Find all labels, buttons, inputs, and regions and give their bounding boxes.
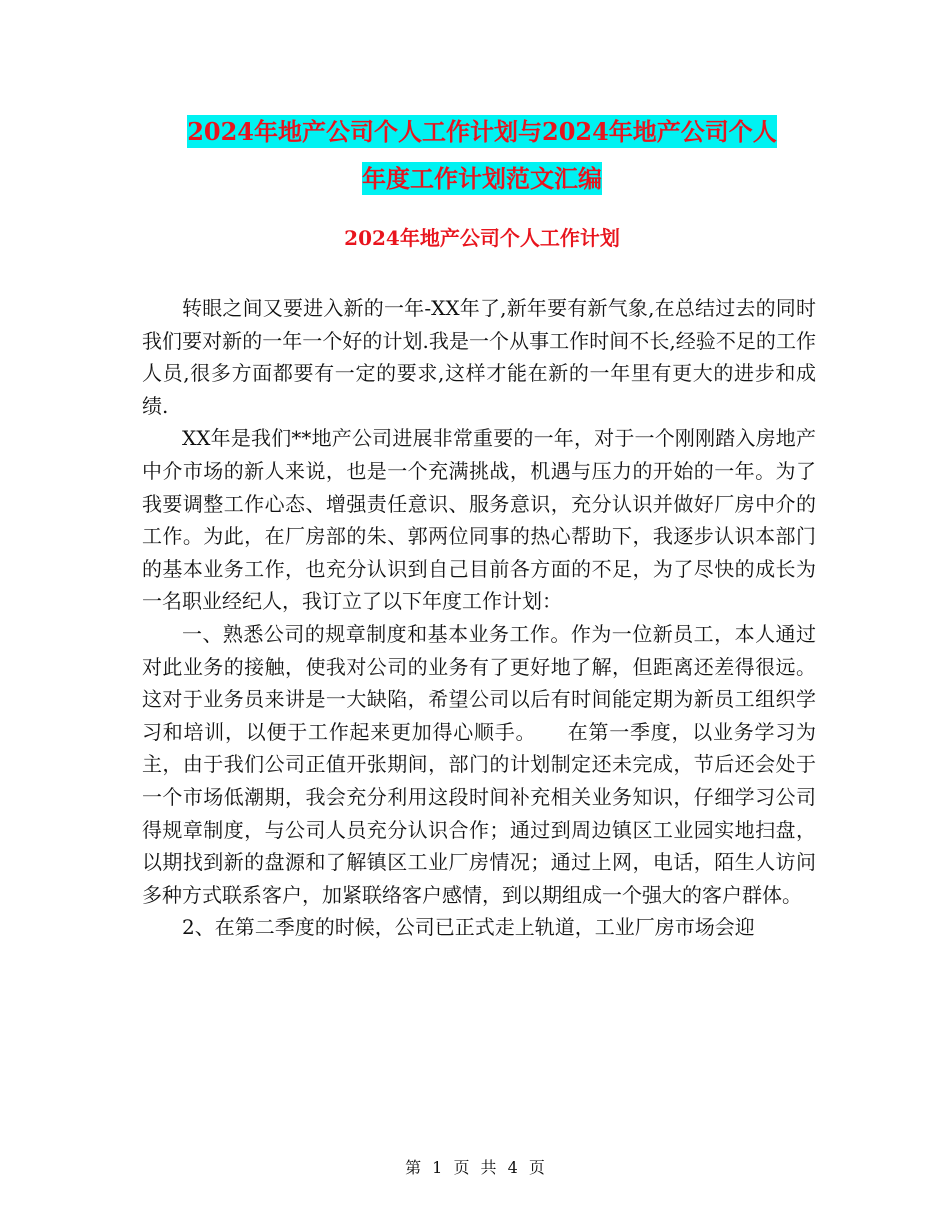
section-title: 2024年地产公司个人工作计划 — [344, 226, 620, 250]
paragraph-3: 一、熟悉公司的规章制度和基本业务工作。作为一位新员工，本人通过对此业务的接触，使我对公司的业务有了更好地了解，但距离还差得很远。这对于业务员来讲是一大缺陷，希望公司以后有时间能定期为新员工组织学习和培训，以便于工作起来更加得心顺手。 在第一季度，以业务学习为主，由于我们公司正值开张期间，部门的计划制定还未完成，节后还会处于一个市场低潮期，我会充分利用这段时间补充相关业务知识，仔细学习公司得规章制度，与公司人员充分认识合作；通过到周边镇区工业园实地扫盘，以期找到新的盘源和了解镇区工业厂房情况；通过上网，电话，陌生人访问多种方式联系客户，加紧联络客户感情，到以期组成一个强大的客户群体。 — [142, 621, 816, 907]
document-body — [142, 292, 816, 944]
page-footer: 第 1 页 共 4 页 — [405, 1158, 545, 1177]
paragraph-2: XX年是我们**地产公司进展非常重要的一年，对于一个刚刚踏入房地产中介市场的新人来说，也是一个充满挑战，机遇与压力的开始的一年。为了我要调整工作心态、增强责任意识、服务意识，充分认识并做好厂房中介的工作。为此，在厂房部的朱、郭两位同事的热心帮助下，我逐步认识本部门的基本业务工作，也充分认识到自己目前各方面的不足，为了尽快的成长为一名职业经纪人，我订立了以下年度工作计划： — [142, 426, 816, 614]
title-line-1: 2024年地产公司个人工作计划与2024年地产公司个人 — [187, 117, 777, 146]
paragraph-4: 2、在第二季度的时候，公司已正式走上轨道，工业厂房市场会迎 — [182, 915, 755, 940]
document-title — [142, 108, 822, 202]
paragraph-1: 转眼之间又要进入新的一年-XX年了,新年要有新气象,在总结过去的同时我们要对新的一年一个好的计划.我是一个从事工作时间不长,经验不足的工作人员,很多方面都要有一定的要求,这样才能在新的一年里有更大的进步和成绩. — [142, 296, 816, 418]
title-line-2: 年度工作计划范文汇编 — [362, 164, 602, 193]
